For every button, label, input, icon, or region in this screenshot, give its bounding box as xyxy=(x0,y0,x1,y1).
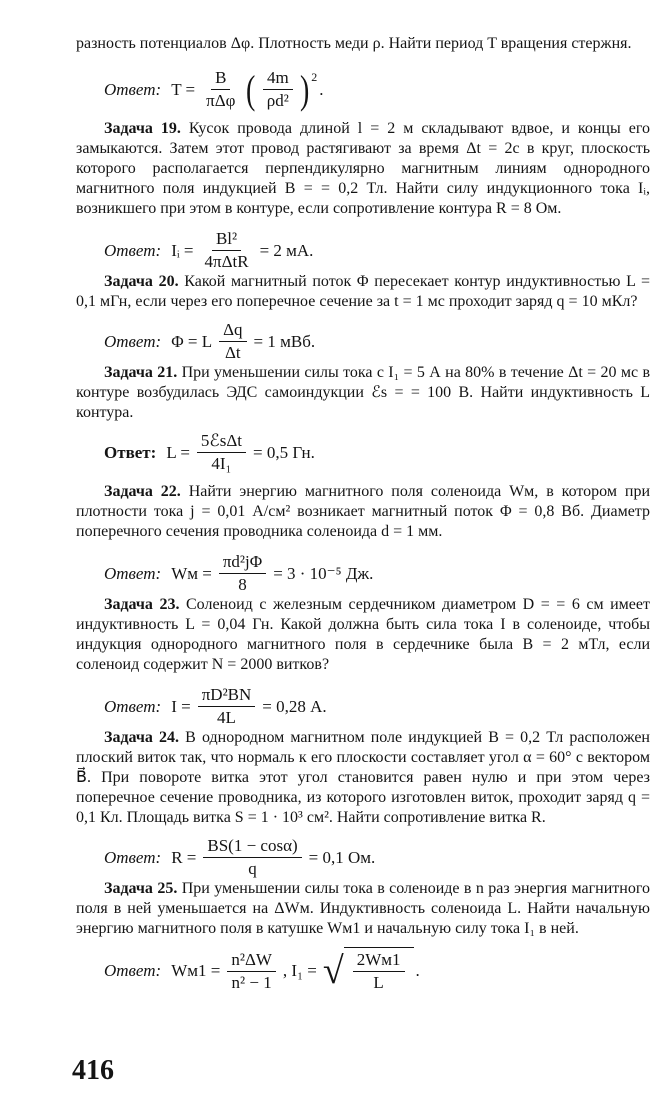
numerator: πd²jΦ xyxy=(219,552,266,574)
fraction xyxy=(203,836,301,879)
left-paren: ( xyxy=(246,66,256,112)
denominator: q xyxy=(248,859,257,878)
answer-tail: . xyxy=(415,961,420,980)
problem-title: Задача 22. xyxy=(104,483,181,500)
problem-title: Задача 21. xyxy=(104,364,178,381)
numerator: 5ℰsΔt xyxy=(197,431,246,453)
denominator: 4I₁ xyxy=(211,454,232,473)
fraction xyxy=(200,229,252,272)
problem-19 xyxy=(76,119,650,219)
page-body xyxy=(76,34,650,995)
answer-result: = 1 мВб. xyxy=(253,331,316,351)
problem-24 xyxy=(76,728,650,828)
answer-lhs: Wм = xyxy=(171,563,212,583)
problem-text: В однородном магнитном поле индукцией B = 0,2 Тл расположен плоский виток так, что нормаль к его плоскости составляет угол α = 60° с вектором B⃗. При повороте витка этот угол становится равен нулю и при этом через поперечное сечение проводника, из которого изготовлен виток, проходит заряд q = 0,1 Кл. Площадь витка S = 1 · 10³ см². Найти сопротивление витка R. xyxy=(76,729,650,826)
fraction xyxy=(219,320,246,363)
answer-label: Ответ: xyxy=(104,847,162,867)
numerator: πD²BN xyxy=(198,685,256,707)
denominator: 4πΔtR xyxy=(204,252,249,271)
fraction xyxy=(353,950,405,995)
answer-21 xyxy=(104,431,650,474)
answer-result: = 3 · 10⁻⁵ Дж. xyxy=(273,563,374,583)
fraction xyxy=(219,552,266,595)
answer-25 xyxy=(104,947,650,995)
fraction xyxy=(202,68,239,111)
denominator: 4L xyxy=(217,708,236,727)
inner-fraction xyxy=(263,68,293,111)
answer-lhs: R = xyxy=(171,847,197,867)
problem-text: При уменьшении силы тока с I₁ = 5 А на 80% в течение Δt = 20 мс в контуре возбудилась ЭДС самоиндукции ℰs = = 100 В. Найти индуктивность L контура. xyxy=(76,364,651,421)
answer-result: = 0,5 Гн. xyxy=(252,442,315,462)
problem-title: Задача 24. xyxy=(104,729,180,746)
problem-20 xyxy=(76,272,650,312)
answer-mid: , I₁ = xyxy=(282,961,317,980)
answer-label: Ответ: xyxy=(104,442,157,462)
problem-title: Задача 19. xyxy=(104,120,181,137)
answer-18 xyxy=(104,68,650,111)
numerator: BS(1 − cosα) xyxy=(203,836,301,858)
answer-result: = 0,1 Ом. xyxy=(308,847,376,867)
problem-title: Задача 20. xyxy=(104,273,179,290)
denominator: 8 xyxy=(238,575,247,594)
answer-lhs: Φ = L xyxy=(171,331,213,351)
numerator: n²ΔW xyxy=(227,950,276,972)
problem-text: Кусок провода длиной l = 2 м складывают вдвое, и концы его замыкаются. Затем этот провод растягивают за время Δt = 2с в круг, плоскость которого располагается перпендикулярно магнитным линиям однородного магнитного поля индукцией B = = 0,2 Тл. Найти силу индукционного тока Iᵢ, возникшего при этом в контуре, если сопротивление контура R = 8 Ом. xyxy=(76,120,650,217)
denominator: n² − 1 xyxy=(231,972,272,992)
fraction xyxy=(198,685,256,728)
right-paren: ) xyxy=(299,66,310,112)
problem-text: Соленоид с железным сердечником диаметром D = = 6 см имеет индуктивность L = 0,04 Гн. Какой должна быть сила тока I в соленоиде, чтобы индукция однородного магнитного поля в сердечнике была B = 2 мТл, если соленоид содержит N = 2000 витков? xyxy=(76,596,651,673)
problem-text: Найти энергию магнитного поля соленоида Wм, в котором при плотности тока j = 0,01 А/см² возникает магнитный поток Φ = 0,8 Вб. Диаметр поперечного сечения проводника соленоида d = 1 мм. xyxy=(76,483,651,540)
answer-lhs: Wм1 = xyxy=(171,961,221,980)
problem-23 xyxy=(76,595,650,675)
answer-lhs: Iᵢ = xyxy=(171,240,194,260)
fraction xyxy=(197,431,246,474)
answer-label: Ответ: xyxy=(104,696,162,716)
answer-result: = 0,28 А. xyxy=(262,696,327,716)
problem-22 xyxy=(76,482,650,542)
problem-title: Задача 23. xyxy=(104,596,180,613)
intro-text: разность потенциалов Δφ. Плотность меди ρ. Найти период T вращения стержня. xyxy=(76,35,632,52)
answer-22 xyxy=(104,552,650,595)
radicand xyxy=(344,947,414,995)
answer-result: = 2 мА. xyxy=(259,240,314,260)
answer-label: Ответ: xyxy=(104,563,162,583)
problem-text: Какой магнитный поток Φ пересекает контур индуктивностью L = 0,1 мГн, если через его поперечное сечение за t = 1 мс проходит заряд q = 10 мКл? xyxy=(76,273,650,310)
answer-lhs: I = xyxy=(171,696,191,716)
denominator: L xyxy=(373,973,384,992)
answer-20 xyxy=(104,320,650,363)
answer-23 xyxy=(104,685,650,728)
numerator: Δq xyxy=(219,320,246,342)
denominator: Δt xyxy=(225,343,241,362)
denominator: πΔφ xyxy=(206,91,236,110)
answer-lhs: T = xyxy=(171,79,196,99)
exponent: 2 xyxy=(311,70,318,84)
numerator: Bl² xyxy=(212,229,241,251)
numerator: 4m xyxy=(263,68,293,90)
problem-25 xyxy=(76,879,650,939)
problem-21 xyxy=(76,363,650,423)
denominator: ρd² xyxy=(266,91,289,110)
numerator: B xyxy=(211,68,230,90)
answer-tail: . xyxy=(319,79,324,99)
page-number: 416 xyxy=(72,1055,114,1086)
answer-label: Ответ: xyxy=(104,240,162,260)
answer-label: Ответ: xyxy=(104,961,162,980)
problem-text: При уменьшении силы тока в соленоиде в n раз энергия магнитного поля в ней уменьшается на ΔWм. Индуктивность соленоида L. Найти начальную энергию магнитного поля в катушке Wм1 и начальную силу тока I₁ в ней. xyxy=(76,880,651,937)
answer-label: Ответ: xyxy=(104,79,162,99)
numerator: 2Wм1 xyxy=(353,950,405,972)
answer-24 xyxy=(104,836,650,879)
square-root xyxy=(323,947,414,995)
radical-sign: √ xyxy=(322,950,344,992)
answer-lhs: L = xyxy=(166,442,190,462)
fraction xyxy=(227,950,276,993)
answer-19 xyxy=(104,229,650,272)
answer-label: Ответ: xyxy=(104,331,162,351)
problem-title: Задача 25. xyxy=(104,880,178,897)
